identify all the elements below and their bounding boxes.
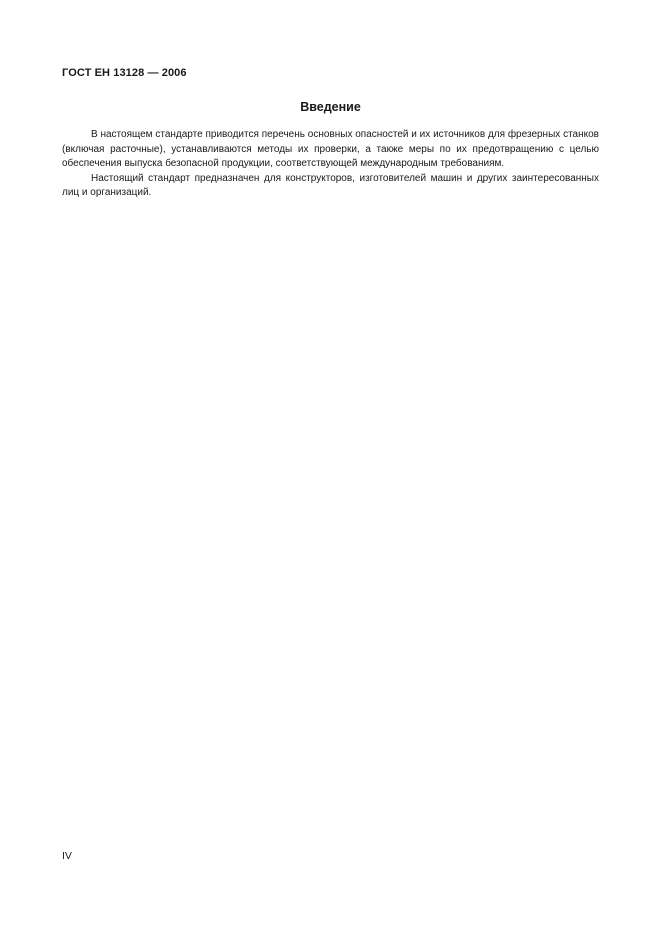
page-number: IV (62, 850, 72, 862)
paragraph: В настоящем стандарте приводится перечень основных опасностей и их источников для фрезерных станков (включая расточные), устанавливаются методы их проверки, а также меры по их предотвращению с целью обеспечения выпуска безопасной продукции, соответствующей международным требованиям. (62, 129, 599, 169)
document-header: ГОСТ ЕН 13128 — 2006 (62, 67, 187, 79)
introduction-body (62, 128, 599, 201)
section-title: Введение (300, 100, 361, 114)
paragraph: Настоящий стандарт предназначен для конструкторов, изготовителей машин и других заинтересованных лиц и организаций. (62, 172, 599, 198)
